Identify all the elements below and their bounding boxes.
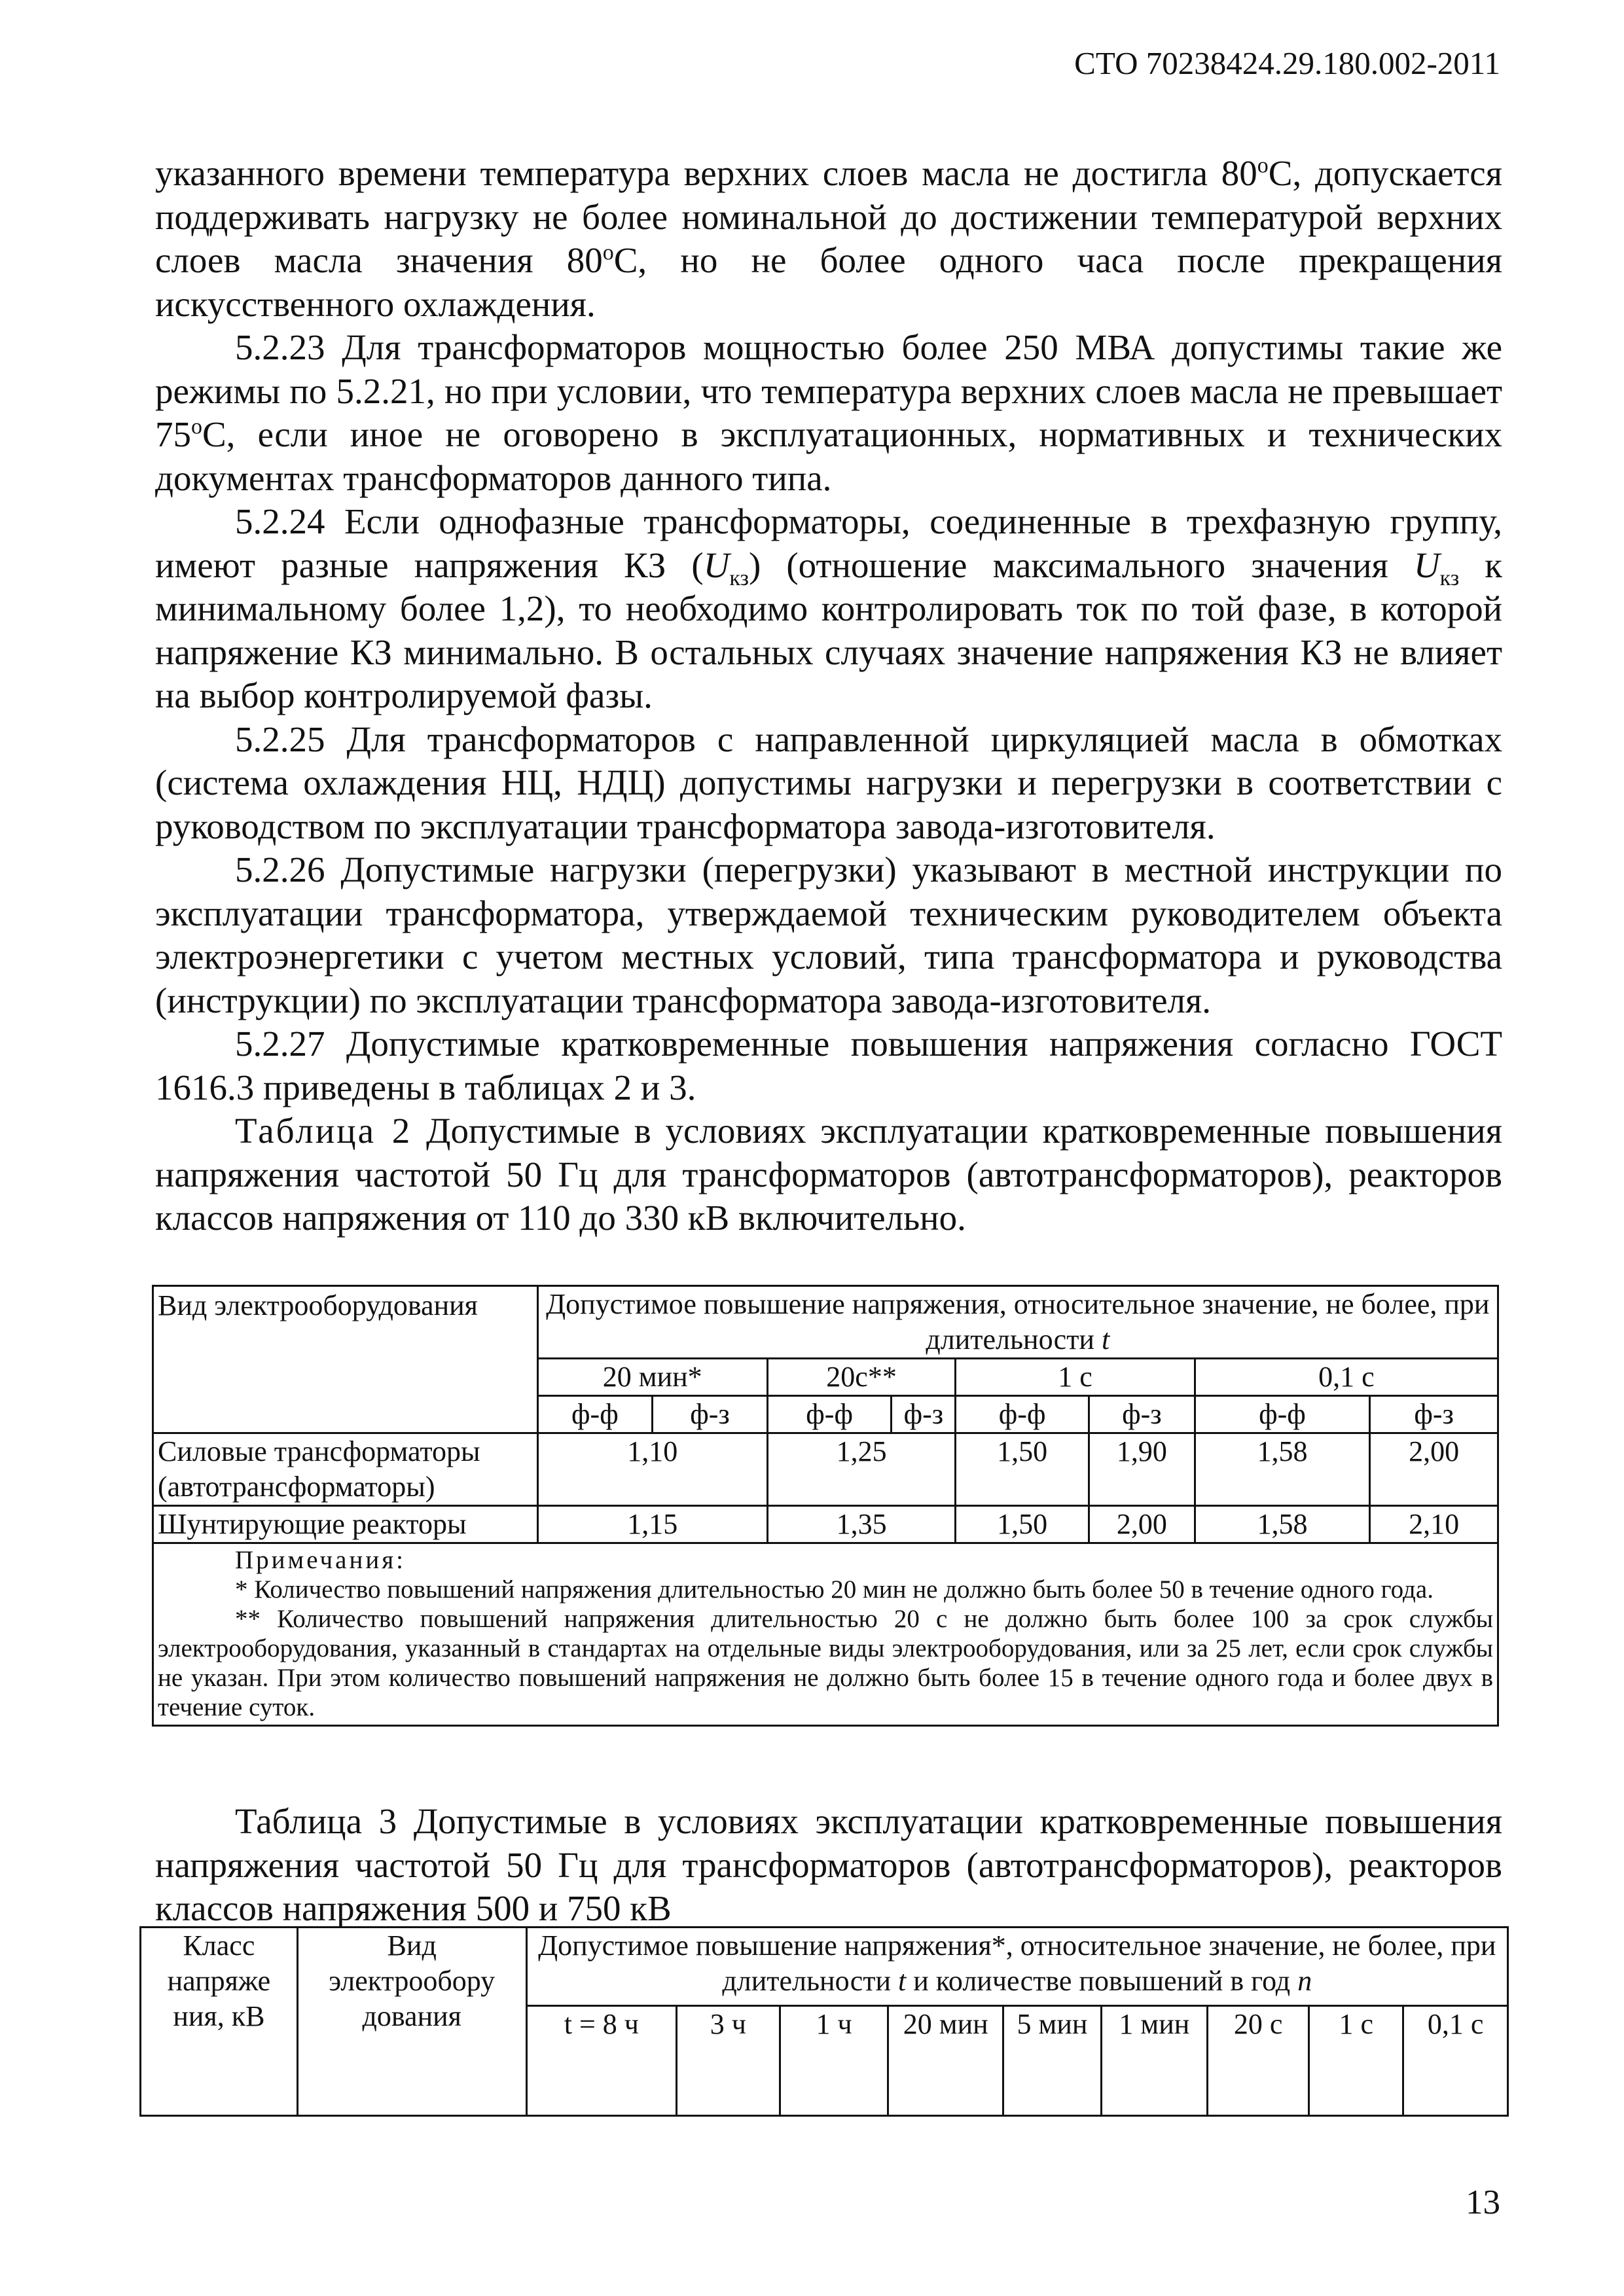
table-cell: 1,35: [767, 1506, 955, 1543]
table-cell: 1,58: [1195, 1506, 1369, 1543]
table-2-notes: [153, 1543, 1498, 1726]
table-row: [153, 1506, 1498, 1543]
table-2: [152, 1285, 1499, 1727]
body-text: [155, 152, 1502, 1240]
table-cell: 1,15: [537, 1506, 767, 1543]
duration-header: t = 8 ч: [526, 2006, 676, 2116]
phase-header: ф-ф: [1195, 1396, 1369, 1433]
table-cell: 1,58: [1195, 1433, 1369, 1506]
table-3-value-header: Допустимое повышение напряжения*, относительное значение, не более, при длительности t и количестве повышений в год n: [526, 1928, 1507, 2006]
duration-header: 20 мин: [888, 2006, 1003, 2116]
table-cell: 1,25: [767, 1433, 955, 1506]
paragraph-5-2-27: 5.2.27 Допустимые кратковременные повышения напряжения согласно ГОСТ 1616.3 приведены в таблицах 2 и 3.: [155, 1024, 1502, 1107]
duration-1s: 1 с: [956, 1359, 1195, 1396]
phase-header: ф-з: [1089, 1396, 1195, 1433]
paragraph-5-2-23: 5.2.23 Для трансформаторов мощностью более 250 МВА допустимы такие же режимы по 5.2.21, но при условии, что температура верхних слоев масла не превышает $75^оС$, если иное не оговорено в эксплуатационных, нормативных и технических документах трансформаторов данного типа.: [155, 327, 1502, 498]
phase-header: ф-з: [892, 1396, 956, 1433]
duration-20min: 20 мин*: [537, 1359, 767, 1396]
table-3-equipment-header: Вид электрообору дования: [297, 1928, 526, 2116]
duration-header: 1 ч: [780, 2006, 888, 2116]
paragraph-5-2-25: 5.2.25 Для трансформаторов с направленной циркуляцией масла в обмотках (система охлаждения НЦ, НДЦ) допустимы нагрузки и перегрузки в соответствии с руководством по эксплуатации трансформатора завода-изготовителя.: [155, 719, 1502, 846]
paragraph-5-2-24: 5.2.24 Если однофазные трансформаторы, соединенные в трехфазную группу, имеют разные напряжения КЗ $(U_{кз})$ (отношение максимального значения $U_{кз}$ к минимальному более 1,2), то необходимо контролировать ток по той фазе, в которой напряжение КЗ минимально. В остальных случаях значение напряжения КЗ не влияет на выбор контролируемой фазы.: [155, 501, 1502, 715]
row-name: Шунтирующие реакторы: [153, 1506, 538, 1543]
document-code-header: СТО 70238424.29.180.002-2011: [1074, 45, 1500, 81]
note-1: * Количество повышений напряжения длительностью 20 мин не должно быть более 50 в течение одного года.: [235, 1575, 1434, 1604]
table-cell: 1,90: [1089, 1433, 1195, 1506]
duration-0-1s: 0,1 с: [1195, 1359, 1498, 1396]
paragraph-5-2-26: 5.2.26 Допустимые нагрузки (перегрузки) указывают в местной инструкции по эксплуатации трансформатора, утверждаемой техническим руководителем объекта электроэнергетики с учетом местных условий, типа трансформатора и руководства (инструкции) по эксплуатации трансформатора завода-изготовителя.: [155, 850, 1502, 1020]
table-3: [139, 1926, 1509, 2117]
table-row: [153, 1433, 1498, 1506]
duration-header: 0,1 с: [1403, 2006, 1508, 2116]
table-2-caption: Таблица 2 Допустимые в условиях эксплуатации кратковременные повышения напряжения частотой 50 Гц для трансформаторов (автотрансформаторов), реакторов классов напряжения от 110 до 330 кВ включительно.: [155, 1111, 1502, 1238]
table-2-equipment-header: Вид электрооборудования: [153, 1286, 538, 1433]
page-number: 13: [1466, 2183, 1500, 2221]
row-name: Силовые трансформаторы (автотрансформаторы): [153, 1433, 538, 1506]
table-3-caption: Таблица 3 Допустимые в условиях эксплуатации кратковременные повышения напряжения частотой 50 Гц для трансформаторов (автотрансформаторов), реакторов классов напряжения 500 и 750 кВ: [155, 1801, 1502, 1928]
duration-header: 1 мин: [1101, 2006, 1207, 2116]
table-cell: 1,10: [537, 1433, 767, 1506]
table-3-class-header: Класс напряже ния, кВ: [141, 1928, 298, 2116]
paragraph-continued: указанного времени температура верхних слоев масла не достигла $80^оС$, допускается поддерживать нагрузку не более номинальной до достижении температурой верхних слоев масла значения $80^оС$, но не более одного часа после прекращения искусственного охлаждения.: [155, 153, 1502, 324]
table-cell: 2,00: [1370, 1433, 1498, 1506]
table-2-value-header: Допустимое повышение напряжения, относительное значение, не более, при длительности t: [537, 1286, 1498, 1359]
table-3-caption-block: [155, 1800, 1502, 1931]
phase-header: ф-з: [653, 1396, 768, 1433]
phase-header: ф-з: [1370, 1396, 1498, 1433]
phase-header: ф-ф: [956, 1396, 1089, 1433]
phase-header: ф-ф: [537, 1396, 653, 1433]
table-cell: 2,10: [1370, 1506, 1498, 1543]
phase-header: ф-ф: [767, 1396, 892, 1433]
duration-header: 1 с: [1309, 2006, 1403, 2116]
notes-title: Примечания:: [235, 1546, 406, 1574]
table-cell: 2,00: [1089, 1506, 1195, 1543]
duration-header: 20 с: [1207, 2006, 1309, 2116]
table-cell: 1,50: [956, 1506, 1089, 1543]
duration-20s: 20с**: [767, 1359, 955, 1396]
note-2: ** Количество повышений напряжения длительностью 20 с не должно быть более 100 за срок службы электрооборудования, указанный в стандартах на отдельные виды электрооборудования, или за 25 лет, если срок службы не указан. При этом количество повышений напряжения не должно быть более 15 в течение одного года и более двух в течение суток.: [158, 1605, 1493, 1721]
table-cell: 1,50: [956, 1433, 1089, 1506]
duration-header: 5 мин: [1003, 2006, 1102, 2116]
duration-header: 3 ч: [677, 2006, 780, 2116]
